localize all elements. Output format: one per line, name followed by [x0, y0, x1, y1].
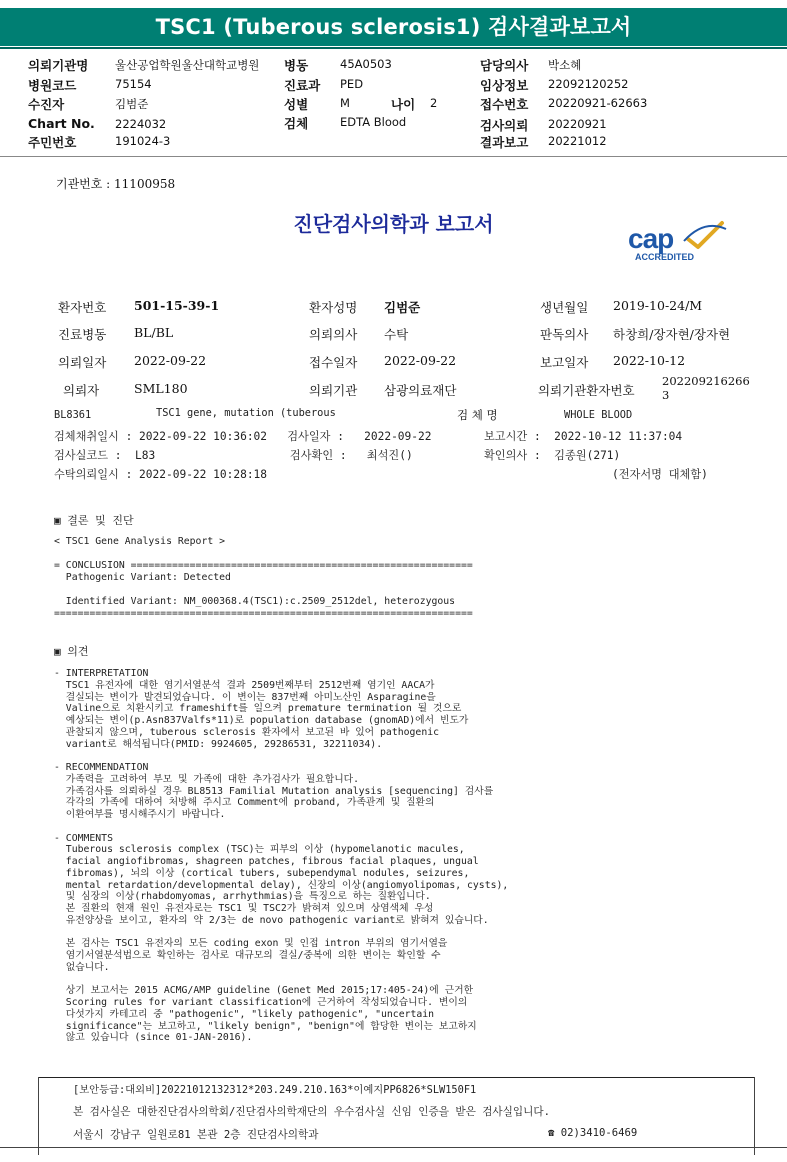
info-label: 의뢰의사 — [309, 327, 358, 342]
field-label: 임상정보 — [480, 78, 529, 93]
opinion-line: 다섯가지 카테고리 중 "pathogenic", "likely pathogenic", "uncertain — [54, 1008, 435, 1020]
field-label: 병원코드 — [28, 78, 77, 93]
opinion-line: 본 질환의 현재 원인 유전자로는 TSC1 및 TSC2가 밝혀져 있으며 상염색체 우성 — [54, 903, 434, 914]
field-label: 성별 — [284, 97, 309, 112]
specimen-label: 검 체 명 — [457, 408, 498, 422]
opinion-line: - INTERPRETATION — [54, 668, 149, 679]
opinion-line: 본 검사는 TSC1 유전자의 모든 coding exon 및 인접 intron 부위의 염기서열을 — [54, 938, 448, 950]
conclusion-line: Pathogenic Variant: Detected — [54, 572, 231, 583]
opinion-line: - COMMENTS — [54, 832, 113, 844]
opinion-line: 유전양상을 보이고, 환자의 약 2/3는 de novo pathogenic variant로 밝혀져 있습니다. — [54, 914, 489, 926]
phone-line — [548, 1127, 637, 1139]
report-banner-title: TSC1 (Tuberous sclerosis1) 검사결과보고서 — [0, 8, 787, 46]
phone-icon: ☎ — [548, 1127, 561, 1139]
institution-number: 기관번호 : 11100958 — [56, 177, 176, 191]
opinion-line — [54, 974, 508, 986]
info-value: 202209216266 — [662, 374, 750, 388]
opinion-line: mental retardation/developmental delay), 신장의 이상(angiomyolipomas, cysts), — [54, 879, 509, 891]
security-line: [보안등급:대외비]20221012132312*203.249.210.163*이예지PP6826*SLW150F1 — [73, 1084, 477, 1096]
field-value: PED — [340, 77, 364, 91]
field-value: 20220921 — [548, 117, 607, 131]
header-divider — [0, 156, 787, 157]
certification-line: 본 검사실은 대한진단검사의학회/진단검사의학재단의 우수검사실 신임 인증을 받은 검사실입니다. — [73, 1106, 550, 1118]
conclusion-heading: ▣ 결론 및 진단 — [54, 514, 134, 527]
field-value: EDTA Blood — [340, 115, 407, 129]
info-label: 진료병동 — [58, 327, 107, 342]
opinion-line: Tuberous sclerosis complex (TSC)는 피부의 이상 (hypomelanotic macules, — [54, 844, 465, 856]
report-time-line: 보고시간 : 2022-10-12 11:37:04 — [484, 430, 683, 443]
collection-time-line: 검체채취일시 : 2022-09-22 10:36:02 검사일자 : 2022-09-22 — [54, 430, 432, 443]
field-value: M — [340, 96, 350, 110]
opinion-line: 관찰되지 않으며, tuberous sclerosis 환자에서 보고된 바 있어 pathogenic — [54, 726, 440, 738]
field-value: 75154 — [115, 77, 152, 91]
specimen-value: WHOLE BLOOD — [564, 409, 633, 421]
opinion-line: TSC1 유전자에 대한 염기서열분석 결과 2509번째부터 2512번째 염기인 AACA가 — [54, 679, 435, 691]
lab-code-line: 검사실코드 : L83 검사확인 : 최석진() — [54, 449, 413, 462]
field-label: Chart No. — [28, 116, 95, 131]
address-line: 서울시 강남구 일원로81 본관 2층 진단검사의학과 — [73, 1129, 319, 1141]
info-value: BL/BL — [134, 325, 174, 340]
opinion-line: fibromas), 뇌의 이상 (cortical tubers, subependymal nodules, seizures, — [54, 867, 470, 879]
opinion-line: Scoring rules for variant classification에 근거하여 작성되었습니다. 변이의 — [54, 997, 468, 1008]
conclusion-line: < TSC1 Gene Analysis Report > — [54, 536, 226, 547]
opinion-line: Valine으로 치환시키고 frameshift를 일으켜 premature termination 될 것으로 — [54, 703, 462, 715]
footer-top-rule — [38, 1077, 754, 1078]
field-label: 담당의사 — [480, 58, 529, 73]
field-label: 진료과 — [284, 78, 321, 93]
field-label: 검사의뢰 — [480, 118, 529, 133]
info-label: 보고일자 — [540, 355, 589, 370]
opinion-line: 및 심장의 이상(rhabdomyomas, arrhythmias)을 특징으로 하는 질환입니다. — [54, 891, 431, 903]
field-value: 191024-3 — [115, 134, 171, 148]
info-value: 2019-10-24/M — [613, 298, 703, 313]
footer-left-rule — [38, 1077, 39, 1155]
info-label: 의뢰기관 — [309, 383, 358, 398]
opinion-line: facial angiofibromas, shagreen patches, fibrous facial plaques, ungual — [54, 856, 479, 867]
conclusion-block — [54, 536, 473, 620]
opinion-line — [54, 927, 508, 939]
opinion-line: - RECOMMENDATION — [54, 762, 149, 773]
field-label: 주민번호 — [28, 135, 77, 150]
opinion-line: 예상되는 변이(p.Asn837Valfs*11)로 population database (gnomAD)에서 빈도가 — [54, 715, 469, 726]
opinion-line: 상기 보고서는 2015 ACMG/AMP guideline (Genet Med 2015;17:405-24)에 근거한 — [54, 985, 474, 997]
opinion-line: 없습니다. — [54, 961, 110, 973]
logo-subtext: ACCREDITED — [635, 252, 695, 262]
phone-number: 02)3410-6469 — [560, 1127, 638, 1139]
conclusion-line — [54, 548, 473, 560]
info-label: 판독의사 — [540, 327, 589, 342]
age-label: 나이 — [391, 97, 416, 112]
info-value: 2022-10-12 — [613, 353, 686, 368]
conclusion-line: = CONCLUSION ========================================================== — [54, 560, 473, 571]
opinion-line: 않고 있습니다 (since 01-JAN-2016). — [54, 1032, 253, 1044]
confirm-doctor-line: 확인의사 : 김종원(271) — [484, 449, 621, 462]
opinion-line: 결실되는 변이가 발견되었습니다. 이 변이는 837번째 아미노산인 Asparagine을 — [54, 691, 436, 703]
field-value: 2224032 — [115, 117, 167, 131]
info-label: 환자번호 — [58, 300, 107, 315]
cap-accredited-logo — [626, 219, 730, 265]
field-value: 22092120252 — [548, 77, 629, 91]
opinion-line: 가족력을 고려하여 부모 및 가족에 대한 추가검사가 필요합니다. — [54, 773, 360, 785]
info-value-continued: 3 — [662, 388, 670, 402]
info-value: 김범준 — [384, 300, 421, 315]
field-value: 김범준 — [115, 97, 149, 111]
footer-right-rule — [754, 1077, 755, 1155]
info-label: 환자성명 — [309, 300, 358, 315]
field-label: 병동 — [284, 58, 309, 73]
opinion-line: 각각의 가족에 대하여 처방해 주시고 Comment에 proband, 가족관계 및 질환의 — [54, 797, 435, 809]
opinion-line: 이환여부를 명시해주시기 바랍니다. — [54, 809, 226, 820]
footer-bottom-rule — [0, 1147, 787, 1148]
logo-text: cap — [628, 223, 674, 254]
test-code: BL8361 — [54, 409, 92, 421]
opinion-block — [54, 668, 508, 1044]
document-title: 진단검사의학과 보고서 — [293, 212, 494, 236]
banner-divider — [0, 47, 787, 49]
opinion-line — [54, 750, 508, 762]
field-value: 20220921-62663 — [548, 96, 648, 110]
field-label: 검체 — [284, 116, 309, 131]
info-value: 삼광의료재단 — [384, 383, 457, 398]
opinion-line: 염기서열분석법으로 확인하는 검사로 대규모의 결실/중복에 의한 변이는 확인할 수 — [54, 950, 441, 961]
conclusion-line: ======================================================================= — [54, 608, 473, 619]
info-label: 의뢰자 — [63, 383, 100, 398]
info-value: SML180 — [134, 381, 188, 396]
field-label: 의뢰기관명 — [28, 58, 89, 73]
opinion-line: significance"는 보고하고, "likely benign", "benign"에 합당한 변이는 보고하지 — [54, 1020, 477, 1032]
field-label: 결과보고 — [480, 135, 529, 150]
opinion-line: variant로 해석됩니다(PMID: 9924605, 29286531, 32211034). — [54, 738, 383, 750]
info-value: 2022-09-22 — [134, 353, 207, 368]
conclusion-line — [54, 584, 473, 596]
opinion-line: 가족검사를 의뢰하실 경우 BL8513 Familial Mutation analysis [sequencing] 검사를 — [54, 785, 494, 797]
request-time-line: 수탁의뢰일시 : 2022-09-22 10:28:18 — [54, 468, 268, 481]
info-label: 생년월일 — [540, 300, 589, 315]
info-label: 의뢰일자 — [58, 355, 107, 370]
age-value: 2 — [430, 96, 438, 110]
field-value: 45A0503 — [340, 57, 392, 71]
signature-note: (전자서명 대체함) — [612, 468, 708, 481]
field-value: 20221012 — [548, 134, 607, 148]
conclusion-line: Identified Variant: NM_000368.4(TSC1):c.2509_2512del, heterozygous — [54, 596, 456, 607]
info-value: 2022-09-22 — [384, 353, 457, 368]
info-value: 501-15-39-1 — [134, 298, 220, 313]
info-label: 접수일자 — [309, 355, 358, 370]
field-label: 접수번호 — [480, 97, 529, 112]
opinion-line — [54, 821, 508, 833]
opinion-heading: ▣ 의견 — [54, 645, 89, 658]
info-value: 수탁 — [384, 327, 409, 342]
test-name: TSC1 gene, mutation (tuberous — [156, 407, 336, 419]
field-value: 박소혜 — [548, 58, 582, 72]
info-value: 하창희/장자현/장자현 — [613, 327, 731, 342]
field-label: 수진자 — [28, 97, 65, 112]
field-value: 울산공업학원울산대학교병원 — [115, 58, 260, 72]
info-label: 의뢰기관환자번호 — [538, 383, 635, 398]
